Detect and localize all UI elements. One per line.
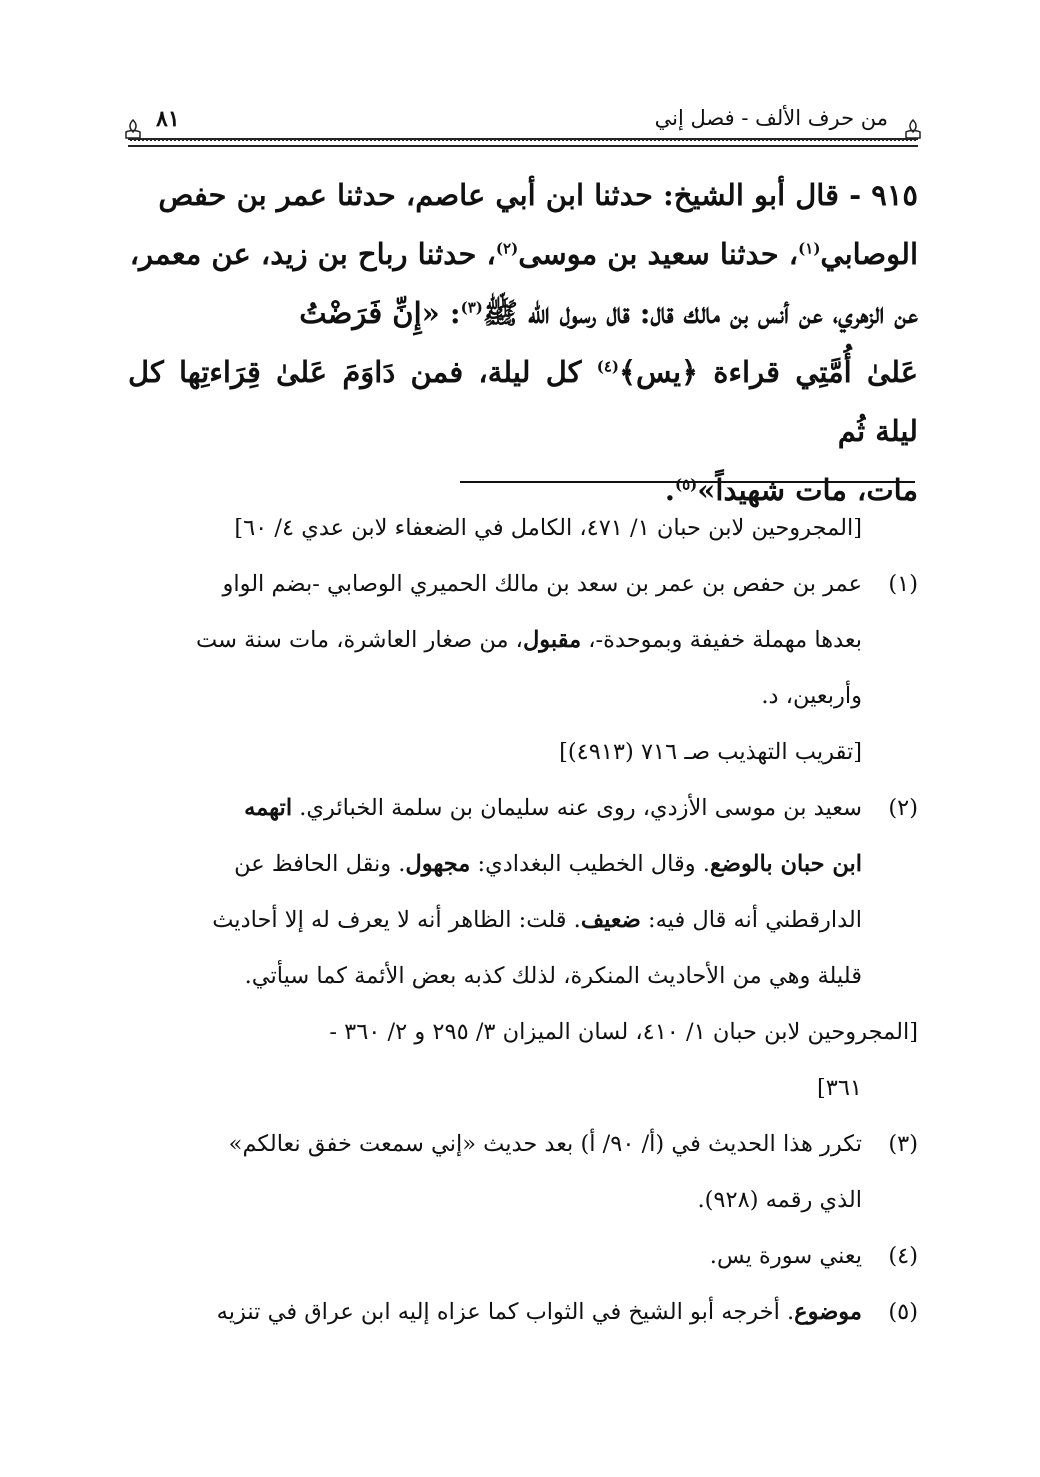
- header-rule-pattern: [130, 140, 916, 141]
- text-line: ٩١٥ - قال أبو الشيخ: حدثنا ابن أبي عاصم، حدثنا عمر بن حفص: [158, 178, 918, 212]
- footnote-ref[interactable]: (١): [798, 239, 821, 258]
- text-line: الوصابي$^{(١)}$، حدثنا سعيد بن موسى$^{(٢)}$، حدثنا رباح بن زيد، عن معمر،: [129, 237, 918, 271]
- footnote-ref[interactable]: (٤): [596, 357, 619, 376]
- hadith-text: [128, 166, 918, 520]
- footnote-ref[interactable]: (٣): [460, 298, 483, 317]
- text-line: عَلىٰ أُمَّتِي قراءة ﴿يس﴾$^{(٤)}$ كل ليلة، فمن دَاوَمَ عَلىٰ قِرَاءتِها كل ليلة ثُم: [128, 355, 919, 448]
- footnote-3: (٣) تكرر هذا الحديث في (أ/ ٩٠/ أ) بعد حديث «إني سمعت خفق نعالكم» الذي رقمه (٩٢٨).: [128, 1116, 918, 1228]
- footnote-number: (٥): [888, 1299, 918, 1325]
- text-line: مات، مات شهيداً»$^{(٥)}$.: [664, 473, 918, 507]
- reference-line: ٣٦١]: [816, 1075, 862, 1101]
- footnote-separator: [460, 481, 915, 483]
- footnote-number: (٤): [888, 1243, 918, 1269]
- footnotes: [128, 500, 918, 1340]
- footnote-2: (٢) سعيد بن موسى الأزدي، روى عنه سليمان بن سلمة الخبائري. اتهمه ابن حبان بالوضع. وقال الخطيب البغدادي: مجهول. ونقل الحافظ عن الدارقطني أنه قال فيه: ضعيف. قلت: الظاهر أنه لا يعرف له إلا أحاديث قليلة وهي من الأحاديث المنكرة، لذلك كذبه بعض الأئمة كما سيأتي.: [128, 780, 918, 1004]
- footnote-1: (١) عمر بن حفص بن عمر بن سعد بن مالك الحميري الوصابي -بضم الواو بعدها مهملة خفيفة وبموحدة-، مقبول، من صغار العاشرة، مات سنة ست وأربعين، د. [تقريب التهذيب صـ ٧١٦ (٤٩١٣)]: [128, 556, 918, 780]
- footnote-ref[interactable]: (٥): [675, 475, 698, 494]
- entry-number: ٩١٥ -: [849, 178, 918, 212]
- footnote-number: (٣): [888, 1131, 918, 1157]
- footnote-number: (٢): [888, 795, 918, 821]
- reference-line: [تقريب التهذيب صـ ٧١٦ (٤٩١٣)]: [559, 739, 862, 765]
- page-number: ٨١: [156, 106, 180, 132]
- footnote-number: (١): [888, 571, 918, 597]
- footnote-5: (٥) موضوع. أخرجه أبو الشيخ في الثواب كما عزاه إليه ابن عراق في تنزيه: [128, 1284, 918, 1340]
- footnote-ref[interactable]: (٢): [495, 239, 519, 258]
- text-line: عن الزهري، عن أنس بن مالك قال: قال رسول الله ﷺ$^{(٣)}$: «إِنِّ فَرَضْتُ: [299, 296, 918, 330]
- ornament-icon: [902, 118, 924, 140]
- page-header: [128, 100, 918, 150]
- reference-line: [المجروحين لابن حبان ١/ ٤٧١، الكامل في الضعفاء لابن عدي ٤/ ٦٠]: [234, 515, 862, 541]
- ornament-icon: [122, 118, 144, 140]
- section-title: من حرف الألف - فصل إني: [654, 106, 888, 130]
- reference-line: [المجروحين لابن حبان ١/ ٤١٠، لسان الميزان ٣/ ٢٩٥ و ٢/ ٣٦٠ -: [329, 1019, 918, 1045]
- footnote-4: (٤) يعني سورة يس.: [128, 1228, 918, 1284]
